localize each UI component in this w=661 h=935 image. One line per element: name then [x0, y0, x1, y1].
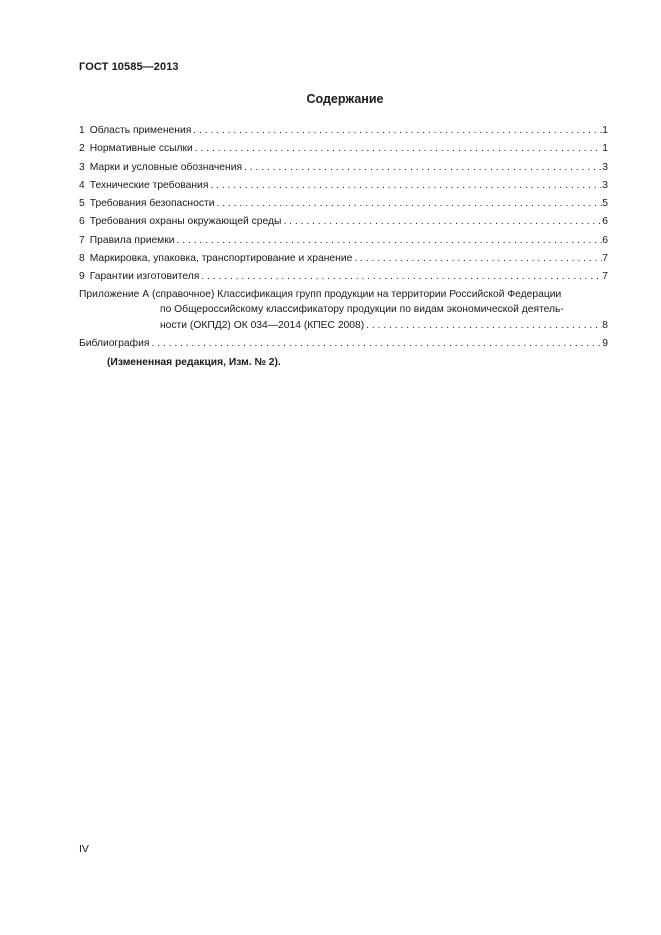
- toc-leader-dots: [354, 250, 602, 268]
- document-header: ГОСТ 10585—2013: [79, 61, 179, 73]
- toc-item-page: 6: [602, 234, 608, 246]
- amendment-note: (Измененная редакция, Изм. № 2).: [107, 357, 281, 368]
- toc-item[interactable]: [79, 268, 608, 286]
- toc-item-label: Нормативные ссылки: [89, 143, 193, 155]
- appendix-title-line: ности (ОКПД2) ОК 034—2014 (КПЕС 2008): [160, 319, 365, 331]
- toc-leader-dots: [193, 122, 602, 140]
- toc-item-number: 9: [79, 271, 85, 283]
- toc-item-label: Технические требования: [89, 179, 209, 191]
- toc-leader-dots: [177, 232, 603, 250]
- toc-item-page: 8: [602, 319, 608, 331]
- toc-item-label: Библиография: [79, 338, 150, 350]
- toc-item-page: 3: [602, 161, 608, 173]
- appendix-title-line: Приложение А (справочное) Классификация групп продукции на территории Российской Федерации: [79, 288, 562, 300]
- toc-item-label: Требования безопасности: [89, 198, 215, 210]
- toc-bibliography[interactable]: [79, 335, 608, 353]
- toc-leader-dots: [201, 268, 602, 286]
- toc-item-number: 1: [79, 125, 85, 136]
- toc-item[interactable]: [79, 122, 608, 140]
- toc-leader-dots: [195, 140, 602, 158]
- toc-item-number: 2: [79, 143, 85, 155]
- toc-item-page: 7: [602, 271, 608, 283]
- toc-item[interactable]: [79, 177, 608, 195]
- toc-item-label: Правила приемки: [89, 234, 175, 246]
- toc-item-label: Область применения: [89, 125, 192, 136]
- toc-item-number: 6: [79, 216, 85, 228]
- toc-item-label: Гарантии изготовителя: [89, 271, 200, 283]
- toc-leader-dots: [210, 177, 602, 195]
- toc-item-page: 7: [602, 253, 608, 265]
- appendix-title-line: по Общероссийскому классификатору продукции по видам экономической деятель-: [160, 304, 564, 316]
- toc-item-number: 3: [79, 161, 85, 173]
- toc-leader-dots: [216, 195, 602, 213]
- toc-item[interactable]: [79, 250, 608, 268]
- toc-item[interactable]: [79, 232, 608, 250]
- toc-item-page: 1: [602, 125, 608, 136]
- toc-leader-dots: [244, 159, 602, 177]
- toc-item[interactable]: [79, 213, 608, 231]
- toc-item-page: 1: [602, 143, 608, 155]
- toc-leader-dots: [366, 318, 602, 334]
- toc-item[interactable]: [79, 195, 608, 213]
- toc-item[interactable]: [79, 140, 608, 158]
- toc-item-label: Марки и условные обозначения: [89, 161, 243, 173]
- toc-item-number: 8: [79, 253, 85, 265]
- toc-item-page: 3: [602, 179, 608, 191]
- toc-item-label: Требования охраны окружающей среды: [89, 216, 282, 228]
- toc-item-page: 5: [602, 198, 608, 210]
- toc-item-number: 5: [79, 198, 85, 210]
- page-number: IV: [79, 843, 89, 855]
- toc-item-page: 6: [602, 216, 608, 228]
- toc-leader-dots: [151, 335, 602, 353]
- toc-item-label: Маркировка, упаковка, транспортирование и хранение: [89, 253, 353, 265]
- toc-item[interactable]: [79, 159, 608, 177]
- appendix-title-last-line: [79, 318, 608, 334]
- toc-item-page: 9: [602, 338, 608, 350]
- toc-leader-dots: [283, 213, 602, 231]
- toc-item-number: 7: [79, 234, 85, 246]
- page-title: Содержание: [306, 92, 384, 106]
- toc-appendix[interactable]: [79, 287, 608, 334]
- table-of-contents: [79, 122, 608, 353]
- toc-item-number: 4: [79, 179, 85, 191]
